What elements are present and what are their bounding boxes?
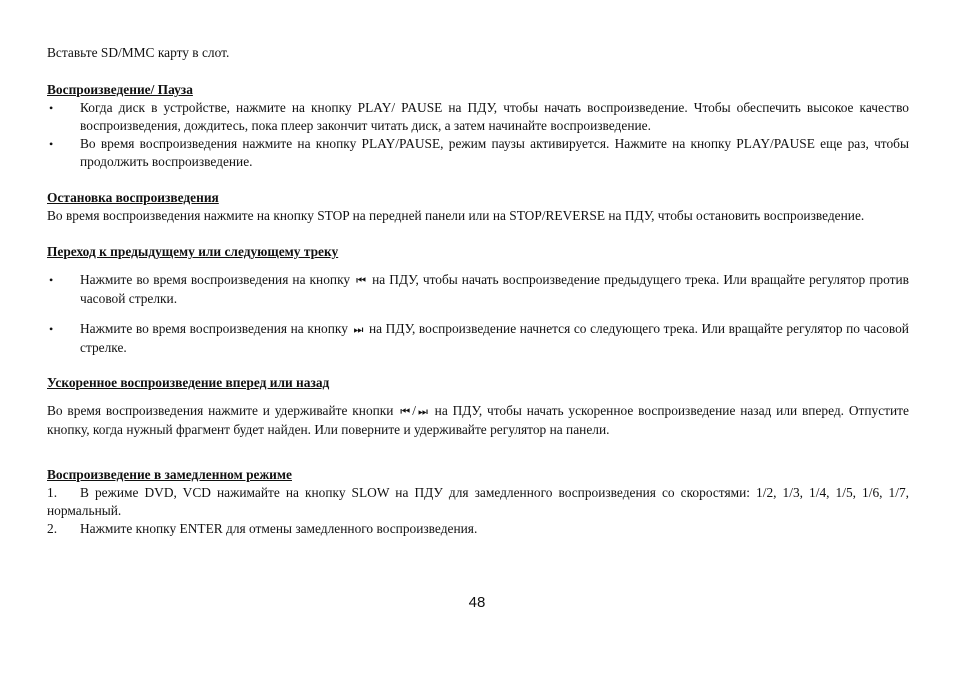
next-track-icon: ⏭: [353, 323, 364, 336]
section-fast: [47, 374, 909, 439]
list-item-text-before: Нажмите во время воспроизведения на кнопку: [80, 272, 351, 287]
section-heading-play-pause: Воспроизведение/ Пауза: [47, 82, 193, 97]
item-number: 2.: [47, 521, 58, 536]
intro-text: Вставьте SD/MMC карту в слот.: [47, 45, 230, 60]
section-heading-slow: Воспроизведение в замедленном режиме: [47, 467, 292, 482]
section-heading-fast: Ускоренное воспроизведение вперед или назад: [47, 375, 330, 390]
numbered-item: [47, 484, 909, 520]
section-heading-skip: Переход к предыдущему или следующему треку: [47, 244, 339, 259]
next-track-icon: ⏭: [417, 405, 428, 418]
list-item-text: Во время воспроизведения нажмите на кнопку PLAY/PAUSE, режим паузы активируется. Нажмите на кнопку PLAY/PAUSE еще раз, чтобы продолжить воспроизведение.: [80, 136, 909, 169]
list-item-text-before: Нажмите во время воспроизведения на кнопку: [80, 321, 348, 336]
item-text: Нажмите кнопку ENTER для отмены замедленного воспроизведения.: [80, 521, 478, 536]
list-item: [47, 99, 909, 135]
fast-text-before: Во время воспроизведения нажмите и удерживайте кнопки: [47, 403, 394, 418]
item-text: В режиме DVD, VCD нажимайте на кнопку SLOW на ПДУ для замедленного воспроизведения со скоростями: 1/2, 1/3, 1/4, 1/5, 1/6, 1/7, нормальный.: [47, 485, 909, 518]
section-play-pause: [47, 81, 909, 171]
bullet-icon: •: [49, 137, 54, 151]
list-item-text-after: на ПДУ, воспроизведение начнется со следующего трека. Или вращайте регулятор по часовой стрелке.: [80, 321, 909, 355]
list-item: [47, 271, 909, 308]
bullet-icon: •: [49, 322, 54, 336]
section-text-fast: [47, 402, 909, 439]
bullet-icon: •: [49, 101, 54, 115]
fast-text-after: на ПДУ, чтобы начать ускоренное воспроизведение назад или вперед. Отпустите кнопку, когда нужный фрагмент будет найден. Или поверните и удерживайте регулятор на панели.: [47, 403, 909, 437]
previous-track-icon: ⏮: [400, 405, 411, 418]
previous-track-icon: ⏮: [356, 274, 367, 287]
list-item: [47, 135, 909, 171]
list-item-text: Когда диск в устройстве, нажмите на кнопку PLAY/ PAUSE на ПДУ, чтобы начать воспроизведение. Чтобы обеспечить высокое качество воспроизведения, дождитесь, пока плеер закончит читать диск, а затем начинайте воспроизведение.: [80, 100, 909, 133]
bullet-icon: •: [49, 273, 54, 287]
list-item-text-after: на ПДУ, чтобы начать воспроизведение предыдущего трека. Или вращайте регулятор против часовой стрелки.: [80, 272, 909, 306]
item-number: 1.: [47, 485, 58, 500]
section-stop: [47, 189, 909, 225]
list-item: [47, 320, 909, 357]
numbered-item: [47, 520, 909, 538]
section-heading-stop: Остановка воспроизведения: [47, 190, 219, 205]
section-slow: [47, 466, 909, 538]
page-number: 48: [468, 594, 486, 611]
section-text-stop: Во время воспроизведения нажмите на кнопку STOP на передней панели или на STOP/REVERSE на ПДУ, чтобы остановить воспроизведение.: [47, 208, 865, 223]
glyph-separator: /: [412, 403, 416, 418]
section-skip: [47, 243, 909, 357]
